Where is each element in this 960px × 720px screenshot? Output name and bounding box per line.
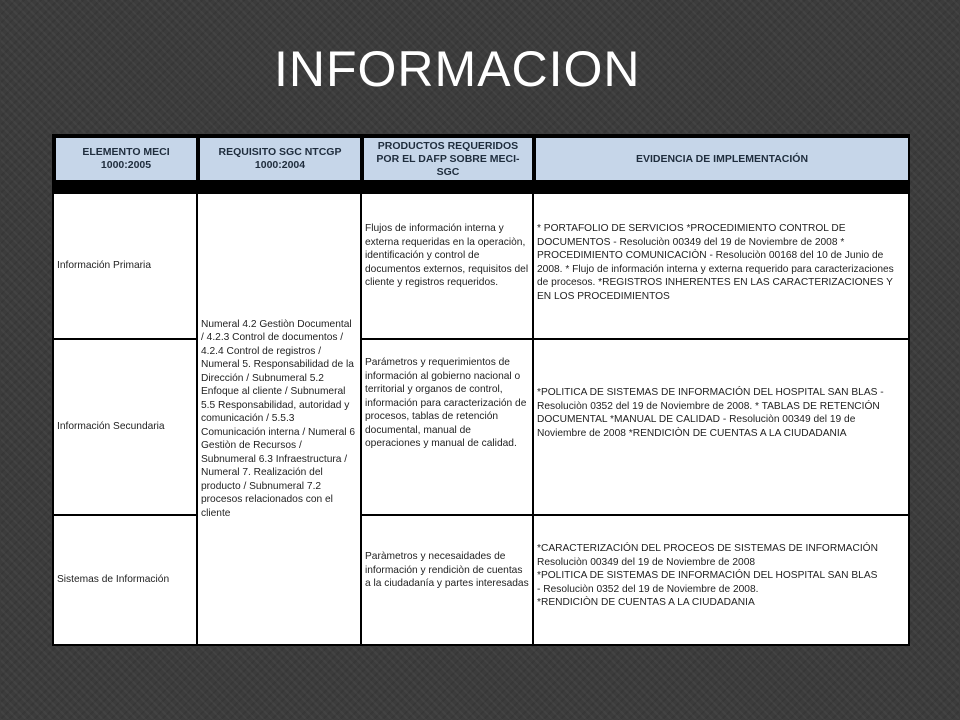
table-row xyxy=(54,516,196,644)
table-header xyxy=(52,134,910,184)
elemento-cell: Información Primaria xyxy=(57,260,151,272)
table-row xyxy=(54,194,196,338)
evidencia-text: * PORTAFOLIO DE SERVICIOS *PROCEDIMIENTO CONTROL DE DOCUMENTOS - Resoluciòn 00349 del 19 de Noviembre de 2008 * PROCEDIMIENTO COMUNICACIÒN - Resoluciòn 00168 del 10 de Junio de 2008. * Flujo de información interna y externa requerido para caracterizaciones de procesos. *REGISTROS INHERENTES EN LAS CARACTERIZACIONES Y EN LOS PROCEDIMIENTOS xyxy=(537,223,894,302)
meci-table xyxy=(52,134,910,646)
productos-cell xyxy=(362,340,532,514)
header-requisito-sgc: REQUISITO SGC NTCGP 1000:2004 xyxy=(200,138,360,180)
evidencia-text: *POLITICA DE SISTEMAS DE INFORMACIÓN DEL HOSPITAL SAN BLAS - Resoluciòn 0352 del 19 de Noviembre de 2008. * TABLAS DE RETENCIÓN DOCUMENTAL *MANUAL DE CALIDAD - Resoluciòn 00349 del 19 de Noviembre de 2008 *RENDICIÒN DE CUENTAS A LA CIUDADANIA xyxy=(537,387,884,439)
header-elemento-meci: ELEMENTO MECI 1000:2005 xyxy=(56,138,196,180)
requisito-cell xyxy=(198,194,360,644)
productos-cell xyxy=(362,194,532,338)
page-title: INFORMACION xyxy=(274,41,641,97)
evidencia-cell xyxy=(534,194,908,338)
table-body xyxy=(52,192,910,646)
evidencia-line: Resoluciòn 00349 del 19 de Noviembre de 2008 xyxy=(537,556,756,568)
evidencia-cell xyxy=(534,516,908,644)
elemento-cell: Información Secundaria xyxy=(57,421,165,433)
elemento-cell: Sistemas de Información xyxy=(57,574,170,586)
productos-text: Parámetros y requerimientos de información al gobierno nacional o territorial y organos de control, información para caracterización de procesos, tablas de retención documental, manual de operaciones y manual de calidad. xyxy=(365,357,527,449)
header-productos-dafp: PRODUCTOS REQUERIDOS POR EL DAFP SOBRE MECI-SGC xyxy=(364,138,532,180)
evidencia-line: *CARACTERIZACIÓN DEL PROCEOS DE SISTEMAS DE INFORMACIÓN xyxy=(537,543,878,554)
productos-text: Paràmetros y necesaidades de información y rendiciòn de cuentas a la ciudadanía y partes interesadas xyxy=(365,551,529,589)
table-row xyxy=(54,340,196,514)
evidencia-cell xyxy=(534,340,908,514)
productos-text: Flujos de información interna y externa requeridas en la operaciòn, identificación y control de documentos externos, requisitos del cliente y registros requeridos. xyxy=(365,223,529,288)
productos-cell xyxy=(362,516,532,644)
evidencia-line: *POLITICA DE SISTEMAS DE INFORMACIÓN DEL HOSPITAL SAN BLAS xyxy=(537,570,878,581)
requisito-text: Numeral 4.2 Gestiòn Documental / 4.2.3 Control de documentos / 4.2.4 Control de registros / Numeral 5. Responsabilidad de la Dirección / Subnumeral 5.2 Enfoque al cliente / Subnumeral 5.5 Responsabilidad, autoridad y comunicación / 5.5.3 Comunicación interna / Numeral 6 Gestiòn de Recursos / Subnumeral 6.3 Infraestructura / Numeral 7. Realización del producto / Subnumeral 7.2 procesos relacionados con el cliente xyxy=(201,318,356,519)
evidencia-line: *RENDICIÒN DE CUENTAS A LA CIUDADANIA xyxy=(537,597,755,608)
evidencia-line: - Resoluciòn 0352 del 19 de Noviembre de 2008. xyxy=(537,583,759,595)
header-evidencia: EVIDENCIA DE IMPLEMENTACIÓN xyxy=(536,138,908,180)
